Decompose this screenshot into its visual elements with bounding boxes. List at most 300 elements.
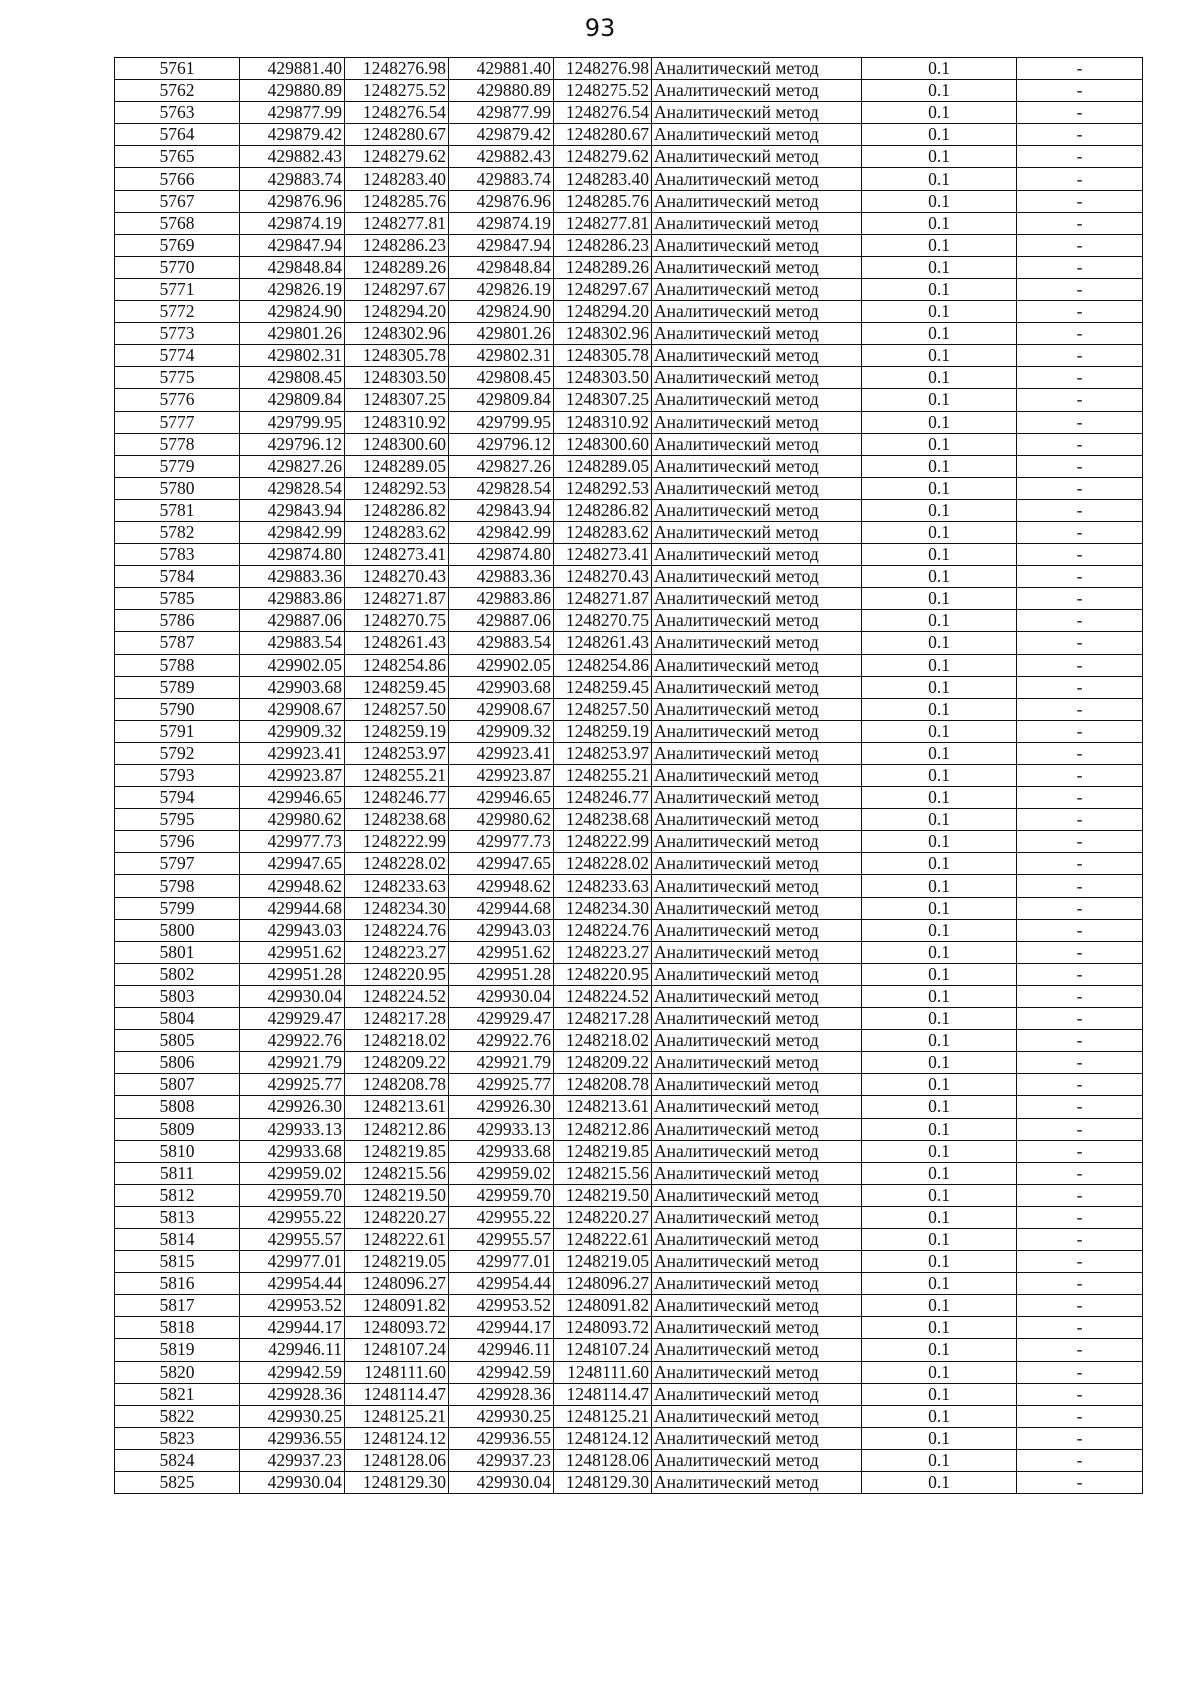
x-old-cell: 429933.68 bbox=[240, 1140, 345, 1162]
y-new-cell: 1248303.50 bbox=[554, 367, 652, 389]
y-new-cell: 1248270.43 bbox=[554, 566, 652, 588]
y-old-cell: 1248292.53 bbox=[345, 477, 449, 499]
method-cell: Аналитический метод bbox=[652, 168, 862, 190]
y-new-cell: 1248219.85 bbox=[554, 1140, 652, 1162]
accuracy-cell: 0.1 bbox=[862, 809, 1017, 831]
table-row bbox=[115, 323, 1143, 345]
point-number-cell: 5766 bbox=[115, 168, 240, 190]
x-new-cell: 429937.23 bbox=[449, 1449, 554, 1471]
x-new-cell: 429842.99 bbox=[449, 521, 554, 543]
x-old-cell: 429883.74 bbox=[240, 168, 345, 190]
method-cell: Аналитический метод bbox=[652, 1184, 862, 1206]
accuracy-cell: 0.1 bbox=[862, 367, 1017, 389]
x-new-cell: 429802.31 bbox=[449, 345, 554, 367]
y-new-cell: 1248292.53 bbox=[554, 477, 652, 499]
accuracy-cell: 0.1 bbox=[862, 301, 1017, 323]
y-old-cell: 1248253.97 bbox=[345, 742, 449, 764]
y-new-cell: 1248238.68 bbox=[554, 809, 652, 831]
x-new-cell: 429883.54 bbox=[449, 632, 554, 654]
y-old-cell: 1248261.43 bbox=[345, 632, 449, 654]
y-old-cell: 1248310.92 bbox=[345, 411, 449, 433]
method-cell: Аналитический метод bbox=[652, 1162, 862, 1184]
y-old-cell: 1248307.25 bbox=[345, 389, 449, 411]
method-cell: Аналитический метод bbox=[652, 323, 862, 345]
table-row bbox=[115, 1339, 1143, 1361]
method-cell: Аналитический метод bbox=[652, 411, 862, 433]
y-new-cell: 1248286.82 bbox=[554, 499, 652, 521]
point-number-cell: 5773 bbox=[115, 323, 240, 345]
point-number-cell: 5802 bbox=[115, 963, 240, 985]
y-new-cell: 1248125.21 bbox=[554, 1405, 652, 1427]
accuracy-cell: 0.1 bbox=[862, 1405, 1017, 1427]
note-cell: - bbox=[1017, 1118, 1143, 1140]
y-old-cell: 1248213.61 bbox=[345, 1096, 449, 1118]
y-old-cell: 1248254.86 bbox=[345, 654, 449, 676]
method-cell: Аналитический метод bbox=[652, 1052, 862, 1074]
point-number-cell: 5787 bbox=[115, 632, 240, 654]
x-old-cell: 429842.99 bbox=[240, 521, 345, 543]
method-cell: Аналитический метод bbox=[652, 1096, 862, 1118]
accuracy-cell: 0.1 bbox=[862, 389, 1017, 411]
method-cell: Аналитический метод bbox=[652, 1251, 862, 1273]
table-row bbox=[115, 1449, 1143, 1471]
method-cell: Аналитический метод bbox=[652, 963, 862, 985]
y-old-cell: 1248276.98 bbox=[345, 58, 449, 80]
y-new-cell: 1248212.86 bbox=[554, 1118, 652, 1140]
note-cell: - bbox=[1017, 963, 1143, 985]
point-number-cell: 5804 bbox=[115, 1008, 240, 1030]
point-number-cell: 5815 bbox=[115, 1251, 240, 1273]
note-cell: - bbox=[1017, 323, 1143, 345]
method-cell: Аналитический метод bbox=[652, 455, 862, 477]
y-old-cell: 1248270.43 bbox=[345, 566, 449, 588]
accuracy-cell: 0.1 bbox=[862, 544, 1017, 566]
y-old-cell: 1248091.82 bbox=[345, 1295, 449, 1317]
accuracy-cell: 0.1 bbox=[862, 1251, 1017, 1273]
x-new-cell: 429947.65 bbox=[449, 853, 554, 875]
x-new-cell: 429874.80 bbox=[449, 544, 554, 566]
x-new-cell: 429944.68 bbox=[449, 897, 554, 919]
table-row bbox=[115, 1074, 1143, 1096]
y-new-cell: 1248259.19 bbox=[554, 720, 652, 742]
y-old-cell: 1248275.52 bbox=[345, 80, 449, 102]
accuracy-cell: 0.1 bbox=[862, 787, 1017, 809]
table-row bbox=[115, 234, 1143, 256]
y-new-cell: 1248279.62 bbox=[554, 146, 652, 168]
point-number-cell: 5821 bbox=[115, 1383, 240, 1405]
table-row bbox=[115, 698, 1143, 720]
y-new-cell: 1248283.40 bbox=[554, 168, 652, 190]
point-number-cell: 5823 bbox=[115, 1427, 240, 1449]
table-row bbox=[115, 566, 1143, 588]
accuracy-cell: 0.1 bbox=[862, 566, 1017, 588]
point-number-cell: 5806 bbox=[115, 1052, 240, 1074]
x-new-cell: 429951.62 bbox=[449, 941, 554, 963]
method-cell: Аналитический метод bbox=[652, 676, 862, 698]
method-cell: Аналитический метод bbox=[652, 809, 862, 831]
table-row bbox=[115, 654, 1143, 676]
table-row bbox=[115, 278, 1143, 300]
point-number-cell: 5798 bbox=[115, 875, 240, 897]
y-old-cell: 1248129.30 bbox=[345, 1472, 449, 1494]
method-cell: Аналитический метод bbox=[652, 875, 862, 897]
accuracy-cell: 0.1 bbox=[862, 58, 1017, 80]
y-old-cell: 1248259.45 bbox=[345, 676, 449, 698]
x-old-cell: 429955.57 bbox=[240, 1228, 345, 1250]
point-number-cell: 5812 bbox=[115, 1184, 240, 1206]
table-row bbox=[115, 853, 1143, 875]
point-number-cell: 5816 bbox=[115, 1273, 240, 1295]
point-number-cell: 5813 bbox=[115, 1206, 240, 1228]
note-cell: - bbox=[1017, 455, 1143, 477]
x-old-cell: 429879.42 bbox=[240, 124, 345, 146]
accuracy-cell: 0.1 bbox=[862, 521, 1017, 543]
x-new-cell: 429955.57 bbox=[449, 1228, 554, 1250]
y-old-cell: 1248220.95 bbox=[345, 963, 449, 985]
x-new-cell: 429923.41 bbox=[449, 742, 554, 764]
accuracy-cell: 0.1 bbox=[862, 1140, 1017, 1162]
y-new-cell: 1248275.52 bbox=[554, 80, 652, 102]
table-row bbox=[115, 1184, 1143, 1206]
x-old-cell: 429959.02 bbox=[240, 1162, 345, 1184]
y-new-cell: 1248224.76 bbox=[554, 919, 652, 941]
point-number-cell: 5780 bbox=[115, 477, 240, 499]
x-old-cell: 429874.80 bbox=[240, 544, 345, 566]
method-cell: Аналитический метод bbox=[652, 632, 862, 654]
y-new-cell: 1248220.95 bbox=[554, 963, 652, 985]
accuracy-cell: 0.1 bbox=[862, 477, 1017, 499]
x-old-cell: 429980.62 bbox=[240, 809, 345, 831]
table-row bbox=[115, 1317, 1143, 1339]
y-old-cell: 1248114.47 bbox=[345, 1383, 449, 1405]
table-row bbox=[115, 1008, 1143, 1030]
note-cell: - bbox=[1017, 632, 1143, 654]
y-new-cell: 1248096.27 bbox=[554, 1273, 652, 1295]
accuracy-cell: 0.1 bbox=[862, 853, 1017, 875]
x-new-cell: 429808.45 bbox=[449, 367, 554, 389]
y-new-cell: 1248285.76 bbox=[554, 190, 652, 212]
point-number-cell: 5818 bbox=[115, 1317, 240, 1339]
x-old-cell: 429801.26 bbox=[240, 323, 345, 345]
accuracy-cell: 0.1 bbox=[862, 963, 1017, 985]
accuracy-cell: 0.1 bbox=[862, 632, 1017, 654]
table-row bbox=[115, 610, 1143, 632]
method-cell: Аналитический метод bbox=[652, 742, 862, 764]
y-old-cell: 1248124.12 bbox=[345, 1427, 449, 1449]
x-old-cell: 429929.47 bbox=[240, 1008, 345, 1030]
x-new-cell: 429827.26 bbox=[449, 455, 554, 477]
x-new-cell: 429925.77 bbox=[449, 1074, 554, 1096]
method-cell: Аналитический метод bbox=[652, 919, 862, 941]
y-old-cell: 1248215.56 bbox=[345, 1162, 449, 1184]
note-cell: - bbox=[1017, 941, 1143, 963]
table-row bbox=[115, 1361, 1143, 1383]
accuracy-cell: 0.1 bbox=[862, 742, 1017, 764]
accuracy-cell: 0.1 bbox=[862, 1096, 1017, 1118]
method-cell: Аналитический метод bbox=[652, 654, 862, 676]
x-new-cell: 429828.54 bbox=[449, 477, 554, 499]
table-row bbox=[115, 146, 1143, 168]
accuracy-cell: 0.1 bbox=[862, 102, 1017, 124]
table-row bbox=[115, 433, 1143, 455]
y-old-cell: 1248220.27 bbox=[345, 1206, 449, 1228]
y-new-cell: 1248257.50 bbox=[554, 698, 652, 720]
x-new-cell: 429977.73 bbox=[449, 831, 554, 853]
x-old-cell: 429923.87 bbox=[240, 765, 345, 787]
method-cell: Аналитический метод bbox=[652, 124, 862, 146]
method-cell: Аналитический метод bbox=[652, 985, 862, 1007]
y-new-cell: 1248310.92 bbox=[554, 411, 652, 433]
accuracy-cell: 0.1 bbox=[862, 168, 1017, 190]
x-new-cell: 429809.84 bbox=[449, 389, 554, 411]
accuracy-cell: 0.1 bbox=[862, 588, 1017, 610]
x-new-cell: 429929.47 bbox=[449, 1008, 554, 1030]
x-new-cell: 429946.11 bbox=[449, 1339, 554, 1361]
method-cell: Аналитический метод bbox=[652, 831, 862, 853]
y-new-cell: 1248215.56 bbox=[554, 1162, 652, 1184]
method-cell: Аналитический метод bbox=[652, 698, 862, 720]
y-old-cell: 1248223.27 bbox=[345, 941, 449, 963]
point-number-cell: 5777 bbox=[115, 411, 240, 433]
y-old-cell: 1248276.54 bbox=[345, 102, 449, 124]
y-old-cell: 1248111.60 bbox=[345, 1361, 449, 1383]
table-row bbox=[115, 1405, 1143, 1427]
x-old-cell: 429948.62 bbox=[240, 875, 345, 897]
accuracy-cell: 0.1 bbox=[862, 1383, 1017, 1405]
x-old-cell: 429936.55 bbox=[240, 1427, 345, 1449]
y-new-cell: 1248233.63 bbox=[554, 875, 652, 897]
y-old-cell: 1248303.50 bbox=[345, 367, 449, 389]
note-cell: - bbox=[1017, 58, 1143, 80]
accuracy-cell: 0.1 bbox=[862, 875, 1017, 897]
note-cell: - bbox=[1017, 102, 1143, 124]
x-old-cell: 429902.05 bbox=[240, 654, 345, 676]
table-row bbox=[115, 168, 1143, 190]
y-old-cell: 1248270.75 bbox=[345, 610, 449, 632]
accuracy-cell: 0.1 bbox=[862, 1449, 1017, 1471]
y-new-cell: 1248255.21 bbox=[554, 765, 652, 787]
table-row bbox=[115, 1052, 1143, 1074]
y-old-cell: 1248234.30 bbox=[345, 897, 449, 919]
accuracy-cell: 0.1 bbox=[862, 278, 1017, 300]
note-cell: - bbox=[1017, 124, 1143, 146]
note-cell: - bbox=[1017, 433, 1143, 455]
y-old-cell: 1248285.76 bbox=[345, 190, 449, 212]
y-old-cell: 1248277.81 bbox=[345, 212, 449, 234]
x-new-cell: 429874.19 bbox=[449, 212, 554, 234]
method-cell: Аналитический метод bbox=[652, 80, 862, 102]
y-new-cell: 1248246.77 bbox=[554, 787, 652, 809]
x-old-cell: 429930.04 bbox=[240, 985, 345, 1007]
table-row bbox=[115, 345, 1143, 367]
y-old-cell: 1248271.87 bbox=[345, 588, 449, 610]
table-row bbox=[115, 212, 1143, 234]
point-number-cell: 5811 bbox=[115, 1162, 240, 1184]
accuracy-cell: 0.1 bbox=[862, 1228, 1017, 1250]
x-new-cell: 429881.40 bbox=[449, 58, 554, 80]
x-new-cell: 429948.62 bbox=[449, 875, 554, 897]
point-number-cell: 5824 bbox=[115, 1449, 240, 1471]
x-new-cell: 429936.55 bbox=[449, 1427, 554, 1449]
point-number-cell: 5793 bbox=[115, 765, 240, 787]
y-old-cell: 1248238.68 bbox=[345, 809, 449, 831]
accuracy-cell: 0.1 bbox=[862, 1206, 1017, 1228]
note-cell: - bbox=[1017, 1096, 1143, 1118]
method-cell: Аналитический метод bbox=[652, 1405, 862, 1427]
method-cell: Аналитический метод bbox=[652, 1074, 862, 1096]
x-old-cell: 429881.40 bbox=[240, 58, 345, 80]
method-cell: Аналитический метод bbox=[652, 610, 862, 632]
table-row bbox=[115, 1162, 1143, 1184]
note-cell: - bbox=[1017, 1383, 1143, 1405]
table-row bbox=[115, 124, 1143, 146]
note-cell: - bbox=[1017, 1295, 1143, 1317]
point-number-cell: 5803 bbox=[115, 985, 240, 1007]
note-cell: - bbox=[1017, 831, 1143, 853]
x-old-cell: 429937.23 bbox=[240, 1449, 345, 1471]
point-number-cell: 5799 bbox=[115, 897, 240, 919]
method-cell: Аналитический метод bbox=[652, 433, 862, 455]
point-number-cell: 5801 bbox=[115, 941, 240, 963]
x-old-cell: 429921.79 bbox=[240, 1052, 345, 1074]
x-old-cell: 429847.94 bbox=[240, 234, 345, 256]
y-old-cell: 1248279.62 bbox=[345, 146, 449, 168]
y-new-cell: 1248289.05 bbox=[554, 455, 652, 477]
accuracy-cell: 0.1 bbox=[862, 455, 1017, 477]
point-number-cell: 5779 bbox=[115, 455, 240, 477]
note-cell: - bbox=[1017, 146, 1143, 168]
method-cell: Аналитический метод bbox=[652, 1140, 862, 1162]
y-new-cell: 1248208.78 bbox=[554, 1074, 652, 1096]
x-old-cell: 429946.65 bbox=[240, 787, 345, 809]
y-old-cell: 1248212.86 bbox=[345, 1118, 449, 1140]
method-cell: Аналитический метод bbox=[652, 190, 862, 212]
x-old-cell: 429874.19 bbox=[240, 212, 345, 234]
note-cell: - bbox=[1017, 411, 1143, 433]
table-row bbox=[115, 301, 1143, 323]
x-new-cell: 429879.42 bbox=[449, 124, 554, 146]
x-new-cell: 429908.67 bbox=[449, 698, 554, 720]
x-new-cell: 429824.90 bbox=[449, 301, 554, 323]
point-number-cell: 5772 bbox=[115, 301, 240, 323]
table-row bbox=[115, 941, 1143, 963]
note-cell: - bbox=[1017, 301, 1143, 323]
accuracy-cell: 0.1 bbox=[862, 1472, 1017, 1494]
x-old-cell: 429944.17 bbox=[240, 1317, 345, 1339]
x-old-cell: 429796.12 bbox=[240, 433, 345, 455]
y-new-cell: 1248222.99 bbox=[554, 831, 652, 853]
y-old-cell: 1248233.63 bbox=[345, 875, 449, 897]
method-cell: Аналитический метод bbox=[652, 765, 862, 787]
y-new-cell: 1248224.52 bbox=[554, 985, 652, 1007]
y-old-cell: 1248219.85 bbox=[345, 1140, 449, 1162]
y-new-cell: 1248276.54 bbox=[554, 102, 652, 124]
note-cell: - bbox=[1017, 212, 1143, 234]
note-cell: - bbox=[1017, 80, 1143, 102]
x-old-cell: 429843.94 bbox=[240, 499, 345, 521]
table-row bbox=[115, 1096, 1143, 1118]
x-old-cell: 429930.25 bbox=[240, 1405, 345, 1427]
point-number-cell: 5820 bbox=[115, 1361, 240, 1383]
y-new-cell: 1248307.25 bbox=[554, 389, 652, 411]
accuracy-cell: 0.1 bbox=[862, 323, 1017, 345]
table-row bbox=[115, 1206, 1143, 1228]
y-old-cell: 1248209.22 bbox=[345, 1052, 449, 1074]
accuracy-cell: 0.1 bbox=[862, 1295, 1017, 1317]
point-number-cell: 5771 bbox=[115, 278, 240, 300]
x-old-cell: 429926.30 bbox=[240, 1096, 345, 1118]
method-cell: Аналитический метод bbox=[652, 1030, 862, 1052]
x-old-cell: 429954.44 bbox=[240, 1273, 345, 1295]
note-cell: - bbox=[1017, 1472, 1143, 1494]
note-cell: - bbox=[1017, 1405, 1143, 1427]
note-cell: - bbox=[1017, 1052, 1143, 1074]
y-old-cell: 1248246.77 bbox=[345, 787, 449, 809]
method-cell: Аналитический метод bbox=[652, 897, 862, 919]
x-new-cell: 429843.94 bbox=[449, 499, 554, 521]
x-old-cell: 429955.22 bbox=[240, 1206, 345, 1228]
y-new-cell: 1248254.86 bbox=[554, 654, 652, 676]
accuracy-cell: 0.1 bbox=[862, 411, 1017, 433]
table-row bbox=[115, 477, 1143, 499]
x-new-cell: 429801.26 bbox=[449, 323, 554, 345]
method-cell: Аналитический метод bbox=[652, 1472, 862, 1494]
table-row bbox=[115, 256, 1143, 278]
y-old-cell: 1248128.06 bbox=[345, 1449, 449, 1471]
x-new-cell: 429930.25 bbox=[449, 1405, 554, 1427]
method-cell: Аналитический метод bbox=[652, 1206, 862, 1228]
table-row bbox=[115, 985, 1143, 1007]
x-new-cell: 429944.17 bbox=[449, 1317, 554, 1339]
y-old-cell: 1248289.05 bbox=[345, 455, 449, 477]
y-new-cell: 1248300.60 bbox=[554, 433, 652, 455]
point-number-cell: 5795 bbox=[115, 809, 240, 831]
point-number-cell: 5822 bbox=[115, 1405, 240, 1427]
x-old-cell: 429882.43 bbox=[240, 146, 345, 168]
y-new-cell: 1248219.05 bbox=[554, 1251, 652, 1273]
accuracy-cell: 0.1 bbox=[862, 499, 1017, 521]
accuracy-cell: 0.1 bbox=[862, 190, 1017, 212]
point-number-cell: 5809 bbox=[115, 1118, 240, 1140]
y-new-cell: 1248091.82 bbox=[554, 1295, 652, 1317]
accuracy-cell: 0.1 bbox=[862, 1008, 1017, 1030]
y-new-cell: 1248302.96 bbox=[554, 323, 652, 345]
y-new-cell: 1248218.02 bbox=[554, 1030, 652, 1052]
method-cell: Аналитический метод bbox=[652, 1361, 862, 1383]
note-cell: - bbox=[1017, 698, 1143, 720]
point-number-cell: 5769 bbox=[115, 234, 240, 256]
point-number-cell: 5784 bbox=[115, 566, 240, 588]
table-row bbox=[115, 499, 1143, 521]
note-cell: - bbox=[1017, 853, 1143, 875]
point-number-cell: 5805 bbox=[115, 1030, 240, 1052]
x-old-cell: 429947.65 bbox=[240, 853, 345, 875]
method-cell: Аналитический метод bbox=[652, 212, 862, 234]
table-row bbox=[115, 765, 1143, 787]
x-old-cell: 429883.54 bbox=[240, 632, 345, 654]
x-new-cell: 429942.59 bbox=[449, 1361, 554, 1383]
table-row bbox=[115, 787, 1143, 809]
note-cell: - bbox=[1017, 1273, 1143, 1295]
x-old-cell: 429876.96 bbox=[240, 190, 345, 212]
x-old-cell: 429930.04 bbox=[240, 1472, 345, 1494]
table-row bbox=[115, 1427, 1143, 1449]
x-new-cell: 429883.86 bbox=[449, 588, 554, 610]
y-old-cell: 1248219.50 bbox=[345, 1184, 449, 1206]
x-new-cell: 429796.12 bbox=[449, 433, 554, 455]
y-new-cell: 1248234.30 bbox=[554, 897, 652, 919]
y-new-cell: 1248280.67 bbox=[554, 124, 652, 146]
